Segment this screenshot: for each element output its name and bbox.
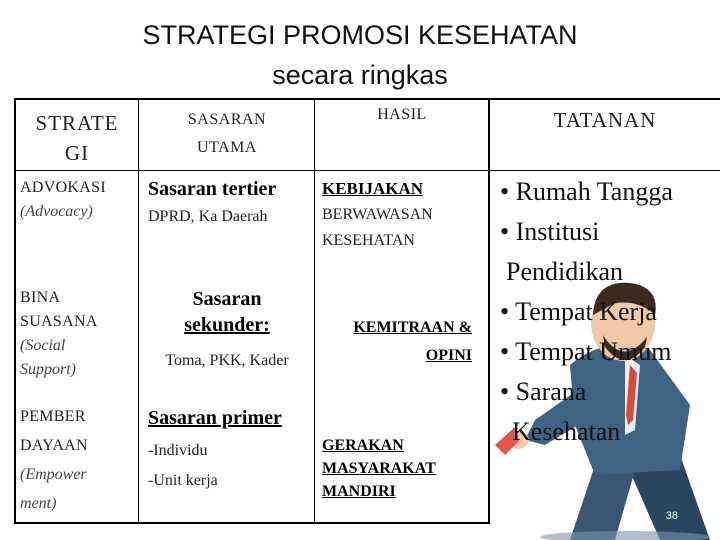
row-bina-hasil <box>316 314 472 370</box>
slide-title: STRATEGI PROMOSI KESEHATAN <box>142 20 578 50</box>
table-header-divider <box>14 170 720 171</box>
strategi-subtitle: (Advocacy) <box>20 203 93 220</box>
tatanan-list <box>500 172 715 452</box>
row-pemberdayaan-hasil <box>322 434 488 503</box>
sasaran-title: Sasaran tertier <box>148 178 277 200</box>
sasaran-title-line1: Sasaran <box>192 288 262 310</box>
sasaran-detail-line1: -Individu <box>148 442 208 459</box>
tatanan-item: • Sarana <box>500 377 587 406</box>
header-strategi <box>16 108 138 168</box>
tatanan-item: • Tempat Kerja <box>500 297 657 326</box>
hasil-line1: KEBIJAKAN <box>322 179 424 198</box>
hasil-line1: KEMITRAAN & <box>353 319 472 336</box>
strategi-subtitle-line1: (Empower <box>20 466 87 483</box>
row-advokasi-sasaran <box>148 176 314 226</box>
sasaran-detail: Toma, PKK, Kader <box>165 352 289 369</box>
hasil-line2: MASYARAKAT <box>322 460 436 477</box>
hasil-line2: BERWAWASAN <box>322 206 433 223</box>
header-sasaran-utama <box>140 106 314 162</box>
hasil-line3: KESEHATAN <box>322 232 415 249</box>
header-tatanan: TATANAN <box>553 108 657 132</box>
table-top-border <box>14 98 720 100</box>
header-sasaran-line2: UTAMA <box>197 139 257 156</box>
strategi-title-line1: PEMBER <box>20 408 86 425</box>
sasaran-title-line2: sekunder: <box>184 314 270 336</box>
header-sasaran-line1: SASARAN <box>187 111 267 128</box>
row-pemberdayaan-sasaran <box>148 404 314 496</box>
table-bottom-border <box>14 522 488 524</box>
slide-number: 38 <box>665 510 678 522</box>
sasaran-detail-line2: -Unit kerja <box>148 472 218 489</box>
hasil-line3: MANDIRI <box>322 483 396 500</box>
row-bina-strategi <box>20 286 138 382</box>
strategi-title-line2: SUASANA <box>20 313 98 330</box>
strategi-title: ADVOKASI <box>20 179 106 196</box>
hasil-line1: GERAKAN <box>322 437 404 454</box>
sasaran-detail: DPRD, Ka Daerah <box>148 208 268 225</box>
row-bina-sasaran <box>140 286 314 370</box>
strategi-subtitle-line2: ment) <box>20 495 57 512</box>
slide-subtitle: secara ringkas <box>272 60 448 90</box>
column-divider-2 <box>314 98 315 524</box>
row-advokasi-strategi <box>20 176 138 224</box>
header-hasil: HASIL <box>377 106 427 123</box>
header-strategi-line1: STRATE <box>35 111 119 135</box>
strategi-title-line1: BINA <box>20 289 61 306</box>
column-divider-1 <box>138 98 139 524</box>
tatanan-item: Pendidikan <box>506 257 623 286</box>
hasil-line2: OPINI <box>425 347 472 364</box>
header-strategi-line2: GI <box>64 141 90 165</box>
sasaran-title: Sasaran primer <box>148 407 282 429</box>
tatanan-item: • Tempat Umum <box>500 337 672 366</box>
tatanan-item: • Institusi <box>500 217 600 246</box>
row-advokasi-hasil <box>322 176 488 254</box>
strategi-subtitle-line2: Support) <box>20 361 76 378</box>
strategi-title-line2: DAYAAN <box>20 437 88 454</box>
row-pemberdayaan-strategi <box>20 402 138 518</box>
strategi-subtitle-line1: (Social <box>20 337 66 354</box>
tatanan-item: Kesehatan <box>512 417 621 446</box>
tatanan-item: • Rumah Tangga <box>500 177 673 206</box>
